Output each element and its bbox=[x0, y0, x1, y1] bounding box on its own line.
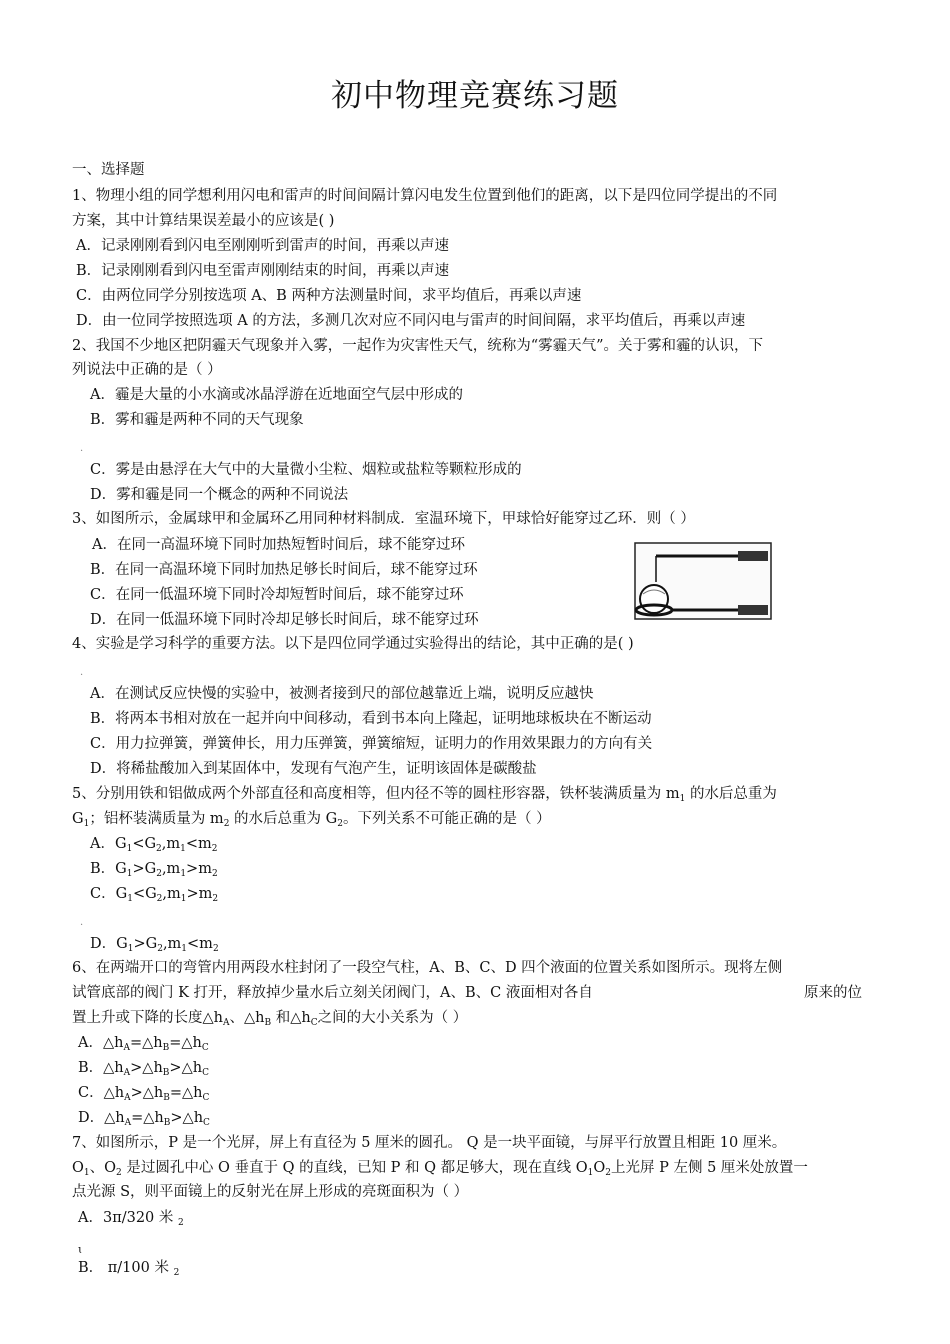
q6-stem-line1: 6、在两端开口的弯管内用两段水柱封闭了一段空气柱，A、B、C、D 四个液面的位置关系如图所示。现将左侧 bbox=[72, 960, 783, 976]
q5-option-a: A．$G_1<G_2,m_1<m_2$ bbox=[90, 836, 218, 854]
q4-stem-line1: 4、实验是学习科学的重要方法。以下是四位同学通过实验得出的结论，其中正确的是( ) bbox=[72, 636, 634, 652]
q7-stem-line2: $O_1$、$O_2$ 是过圆孔中心 O 垂直于 Q 的直线，已知 P 和 Q 都足够大，现在直线 $O_1O_2$上光屏 P 左侧 5 厘米处放置一 bbox=[72, 1160, 808, 1178]
q3-option-b: B．在同一高温环境下同时加热足够长时间后，球不能穿过环 bbox=[90, 562, 478, 578]
page-title: 初中物理竞赛练习题 bbox=[331, 78, 619, 114]
q4-option-a: A．在测试反应快慢的实验中，被测者接到尺的部位越靠近上端，说明反应越快 bbox=[90, 686, 594, 702]
q6-option-c: C．$\triangle h_A>\triangle h_B=\triangle h_C$ bbox=[78, 1085, 210, 1103]
q4-option-b: B．将两本书相对放在一起并向中间移动，看到书本向上隆起，证明地球板块在不断运动 bbox=[90, 711, 652, 727]
q5-option-d: D．$G_1>G_2,m_1<m_2$ bbox=[90, 936, 219, 954]
q1-option-b: B．记录刚刚看到闪电至雷声刚刚结束的时间，再乘以声速 bbox=[76, 263, 450, 279]
q2-option-b: B．雾和霾是两种不同的天气现象 bbox=[90, 412, 304, 428]
q2-option-c: C．雾是由悬浮在大气中的大量微小尘粒、烟粒或盐粒等颗粒形成的 bbox=[90, 462, 522, 478]
q5-stem-line2: $G_1$；铝杯装满质量为 $m_2$ 的水后总重为 $G_2$。下列关系不可能正确的是（ ） bbox=[72, 811, 551, 829]
q1-option-c: C．由两位同学分别按选项 A、B 两种方法测量时间，求平均值后，再乘以声速 bbox=[76, 288, 582, 304]
q6-option-d: D．$\triangle h_A=\triangle h_B>\triangle h_C$ bbox=[78, 1110, 210, 1128]
stray-dot: · bbox=[80, 670, 84, 681]
q2-option-a: A．霾是大量的小水滴或冰晶浮游在近地面空气层中形成的 bbox=[90, 387, 463, 403]
q5-option-b: B．$G_1>G_2,m_1>m_2$ bbox=[90, 861, 218, 879]
q6-stem-line2: 试管底部的阀门 K 打开，释放掉少量水后立刻关闭阀门，A、B、C 液面相对各自 bbox=[72, 985, 593, 1001]
q6-option-b: B．$\triangle h_A>\triangle h_B>\triangle h_C$ bbox=[78, 1060, 209, 1078]
ball-and-ring-figure bbox=[634, 542, 772, 620]
q5-option-c: C．$G_1<G_2,m_1>m_2$ bbox=[90, 886, 219, 904]
q6-stem-line2-end: 原来的位 bbox=[804, 985, 862, 1001]
q1-stem-line2: 方案，其中计算结果误差最小的应该是( ) bbox=[72, 213, 335, 229]
q1-option-d: D．由一位同学按照选项 A 的方法，多测几次对应不同闪电与雷声的时间间隔，求平均值后，再乘以声速 bbox=[76, 313, 746, 329]
section-heading: 一、选择题 bbox=[72, 162, 145, 178]
q3-option-d: D．在同一低温环境下同时冷却足够长时间后，球不能穿过环 bbox=[90, 612, 479, 628]
q7-option-b: B． π/100 米 $_2$ bbox=[78, 1260, 180, 1278]
q5-stem-line1: 5、分别用铁和铝做成两个外部直径和高度相等，但内径不等的圆柱形容器，铁杯装满质量为 $m_1$ 的水后总重为 bbox=[72, 786, 777, 804]
q2-stem-line1: 2、我国不少地区把阴霾天气现象并入雾，一起作为灾害性天气，统称为“雾霾天气”。关于雾和霾的认识，下 bbox=[72, 338, 764, 354]
q6-option-a: A．$\triangle h_A=\triangle h_B=\triangle h_C$ bbox=[78, 1035, 209, 1053]
stray-mark: ɩ bbox=[78, 1243, 83, 1256]
q1-stem-line1: 1、物理小组的同学想利用闪电和雷声的时间间隔计算闪电发生位置到他们的距离，以下是四位同学提出的不同 bbox=[72, 188, 778, 204]
q1-option-a: A．记录刚刚看到闪电至刚刚听到雷声的时间，再乘以声速 bbox=[76, 238, 449, 254]
q6-stem-line3: 置上升或下降的长度$\triangle h_A$、$\triangle h_B$ 和$\triangle h_C$之间的大小关系为（ ） bbox=[72, 1010, 468, 1028]
q7-stem-line3: 点光源 S，则平面镜上的反射光在屏上形成的亮斑面积为（ ） bbox=[72, 1184, 469, 1200]
q3-option-a: A．在同一高温环境下同时加热短暂时间后，球不能穿过环 bbox=[92, 537, 465, 553]
q7-option-a: A．3π/320 米 $_2$ bbox=[78, 1210, 184, 1228]
q4-option-d: D．将稀盐酸加入到某固体中，发现有气泡产生，证明该固体是碳酸盐 bbox=[90, 761, 537, 777]
q3-stem-line1: 3、如图所示，金属球甲和金属环乙用同种材料制成．室温环境下，甲球恰好能穿过乙环．则（ ） bbox=[72, 511, 695, 527]
q2-option-d: D．雾和霾是同一个概念的两种不同说法 bbox=[90, 487, 349, 503]
q3-option-c: C．在同一低温环境下同时冷却短暂时间后，球不能穿过环 bbox=[90, 587, 464, 603]
q4-option-c: C．用力拉弹簧，弹簧伸长，用力压弹簧，弹簧缩短，证明力的作用效果跟力的方向有关 bbox=[90, 736, 653, 752]
q7-stem-line1: 7、如图所示，P 是一个光屏，屏上有直径为 5 厘米的圆孔。 Q 是一块平面镜，与屏平行放置且相距 10 厘米。 bbox=[72, 1135, 787, 1151]
stray-dot: · bbox=[80, 920, 84, 931]
stray-dot: · bbox=[80, 446, 84, 457]
q2-stem-line2: 列说法中正确的是（ ） bbox=[72, 362, 222, 378]
